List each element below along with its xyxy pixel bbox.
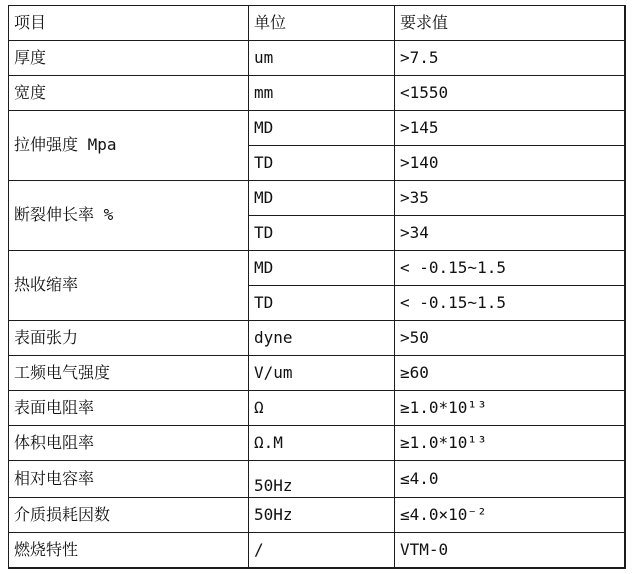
value-cell: <1550 [395,76,625,111]
value-cell: >50 [395,321,625,356]
item-cell: 厚度 [9,41,249,76]
unit-cell: TD [249,146,395,181]
spec-table [8,5,626,569]
table-row [9,181,625,216]
unit-cell: MD [249,181,395,216]
unit-cell: dyne [249,321,395,356]
item-cell: 拉伸强度 Mpa [9,111,249,181]
item-cell: 工频电气强度 [9,356,249,391]
unit-cell: MD [249,251,395,286]
item-cell: 体积电阻率 [9,426,249,461]
unit-cell: Ω.M [249,426,395,461]
unit-cell: TD [249,216,395,251]
table-row [9,533,625,569]
spec-table-body [9,41,625,569]
value-cell: ≥1.0*10¹³ [395,391,625,426]
table-row [9,321,625,356]
header-value: 要求值 [395,6,625,41]
value-cell: < -0.15~1.5 [395,286,625,321]
value-cell: ≥1.0*10¹³ [395,426,625,461]
value-cell: ≥60 [395,356,625,391]
item-cell: 介质损耗因数 [9,498,249,533]
table-row [9,426,625,461]
spec-sheet [8,5,626,569]
item-cell: 燃烧特性 [9,533,249,569]
header-item: 项目 [9,6,249,41]
value-cell: >145 [395,111,625,146]
table-row [9,41,625,76]
table-row [9,498,625,533]
unit-cell: / [249,533,395,569]
unit-cell: TD [249,286,395,321]
unit-cell: 50Hz [249,461,395,498]
unit-cell: um [249,41,395,76]
value-cell: < -0.15~1.5 [395,251,625,286]
unit-cell: Ω [249,391,395,426]
table-row [9,111,625,146]
item-cell: 热收缩率 [9,251,249,321]
item-cell: 断裂伸长率 % [9,181,249,251]
unit-cell: mm [249,76,395,111]
unit-cell: V/um [249,356,395,391]
table-row [9,356,625,391]
item-cell: 表面电阻率 [9,391,249,426]
value-cell: ≤4.0×10⁻² [395,498,625,533]
unit-cell: 50Hz [249,498,395,533]
value-cell: >140 [395,146,625,181]
value-cell: >35 [395,181,625,216]
table-row [9,461,625,498]
value-cell: >34 [395,216,625,251]
table-row [9,76,625,111]
item-cell: 相对电容率 [9,461,249,498]
value-cell: VTM-0 [395,533,625,569]
header-unit: 单位 [249,6,395,41]
header-row [9,6,625,41]
item-cell: 宽度 [9,76,249,111]
unit-cell: MD [249,111,395,146]
value-cell: ≤4.0 [395,461,625,498]
table-row [9,251,625,286]
table-row [9,391,625,426]
value-cell: >7.5 [395,41,625,76]
item-cell: 表面张力 [9,321,249,356]
